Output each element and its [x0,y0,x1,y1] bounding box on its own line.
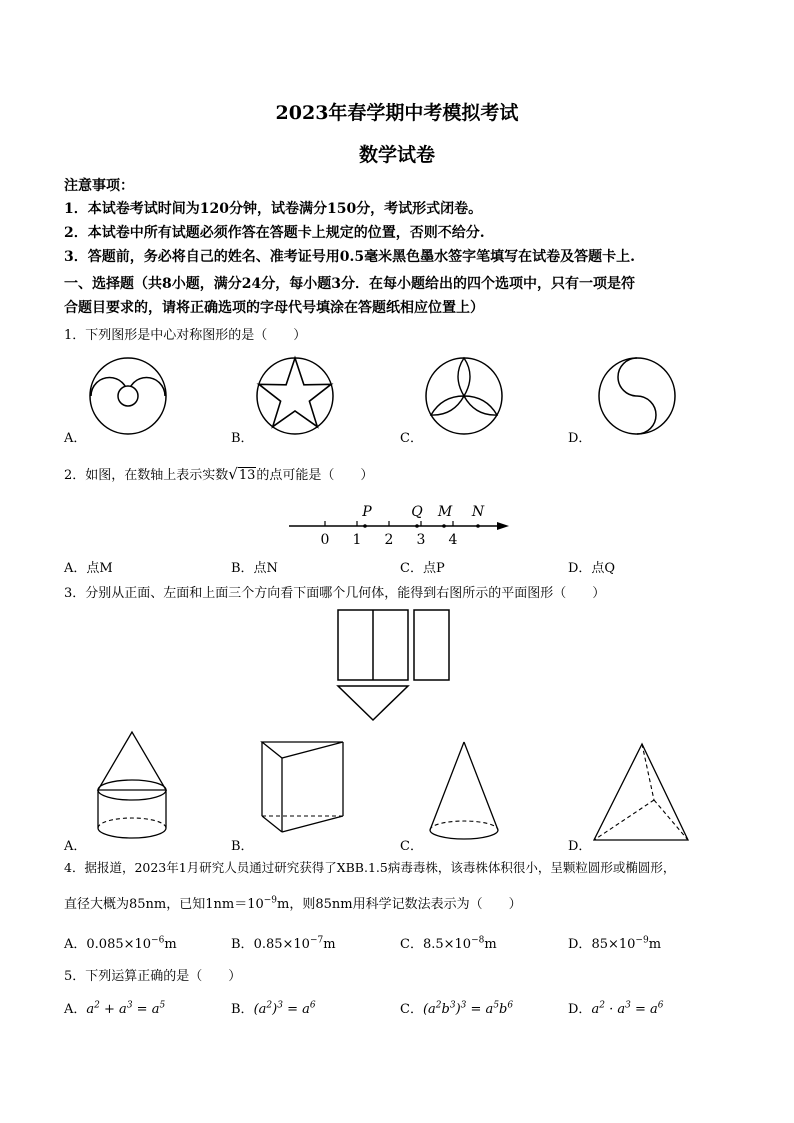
q4-option-c-base: 8.5×10 [422,937,472,952]
q4-option-b-unit: m [323,937,336,952]
q5-label-b: B． [231,1002,254,1017]
q4-line-2-exp: −9 [263,895,278,906]
q5-expr-b: $(a^2)^3 = a^6$ [253,1000,316,1017]
q2-option-a: A．点M [64,561,113,576]
q1-figure-c [424,356,504,436]
q4-option-d-exp: −9 [635,935,649,946]
point-n: N [471,504,485,520]
q1-label-b: B． [231,431,254,446]
q2-stem-pre: 2．如图，在数轴上表示实数 [64,468,229,483]
q5-option-c [400,998,513,1017]
q4-option-d-label: D． [568,937,592,952]
q2-radical: 13 [238,468,256,483]
q4-option-b-exp: −7 [309,935,324,946]
note-2: 2．本试卷中所有试题必须作答在答题卡上规定的位置，否则不给分. [64,225,485,241]
q1-figure-a [88,356,168,436]
q1-figure-b [255,356,335,436]
tick-1: 1 [352,532,362,548]
q5-label-c: C． [400,1002,423,1017]
q5-expr-c: $(a^2b^3)^3 = a^5b^6$ [422,1000,514,1017]
q4-option-a-label: A． [64,937,87,952]
note-1: 1．本试卷考试时间为120分钟，试卷满分150分，考试形式闭卷。 [64,201,483,217]
q4-option-a-exp: −6 [151,935,165,946]
note-3: 3．答题前，务必将自己的姓名、准考证号用0.5毫米黑色墨水签字笔填写在试卷及答题卡上. [64,249,635,265]
notes-heading: 注意事项： [64,178,134,194]
q4-line-2-pre: 直径大概为85nm，已知1nm＝10 [64,897,264,912]
point-p: P [362,504,372,520]
q1-label-c: C． [400,431,423,446]
q4-option-c-label: C． [400,937,423,952]
q3-solid-b [258,738,348,838]
q4-option-c [400,933,497,952]
number-line [285,496,515,548]
q5-option-d [568,998,663,1017]
q3-label-c: C． [400,839,423,854]
q3-solid-d [592,742,692,844]
q5-option-a [64,998,165,1017]
q2-stem [64,464,373,483]
q4-option-a-unit: m [164,937,177,952]
q4-option-b-label: B． [231,937,254,952]
sqrt-symbol: √ [228,465,238,483]
point-q: Q [411,504,423,520]
q4-option-d [568,933,661,952]
q4-line-1: 4．据报道，2023年1月研究人员通过研究获得了XBB.1.5病毒毒株，该毒株体积很小，呈颗粒圆形或椭圆形， [64,860,676,875]
q4-line-2-post: m，则85nm用科学记数法表示为（ ） [277,897,522,912]
q3-label-b: B． [231,839,254,854]
q4-option-a-base: 0.085×10 [86,937,152,952]
point-m: M [437,504,453,520]
three-views [336,608,456,724]
tick-2: 2 [384,532,394,548]
q4-option-c-unit: m [484,937,497,952]
q4-option-d-base: 85×10 [591,937,636,952]
q2-option-b: B．点N [231,561,278,576]
q2-stem-post: 的点可能是（ ） [256,468,374,483]
q4-option-b [231,933,336,952]
q5-label-d: D． [568,1002,592,1017]
q4-option-a [64,933,177,952]
q1-label-d: D． [568,431,592,446]
tick-0: 0 [320,532,330,548]
q2-option-d: D．点Q [568,561,616,576]
q3-label-a: A． [64,839,87,854]
q3-stem: 3．分别从正面、左面和上面三个方向看下面哪个几何体，能得到右图所示的平面图形（ ） [64,586,606,601]
q4-option-d-unit: m [648,937,662,952]
q3-solid-c [424,740,514,842]
section-1-line-1: 一、选择题（共8小题，满分24分，每小题3分．在每小题给出的四个选项中，只有一项是符 [64,276,635,292]
q5-label-a: A． [64,1002,87,1017]
tick-3: 3 [416,532,426,548]
q5-stem: 5．下列运算正确的是（ ） [64,969,242,984]
q3-solid-a [88,730,178,842]
q4-line-2 [64,893,522,912]
q5-expr-d: $a^2 \cdot a^3 = a^6$ [591,1000,664,1017]
page-title: 2023年春学期中考模拟考试 [275,102,519,124]
q4-option-b-base: 0.85×10 [253,937,310,952]
q2-option-c: C．点P [400,561,445,576]
q1-figure-d [597,356,677,436]
section-1-line-2: 合题目要求的，请将正确选项的字母代号填涂在答题纸相应位置上） [64,300,484,316]
page-subtitle: 数学试卷 [358,144,435,166]
q5-expr-a: $a^2 + a^3 = a^5$ [86,1000,166,1017]
tick-4: 4 [448,532,458,548]
q4-option-c-exp: −8 [471,935,485,946]
q1-stem: 1．下列图形是中心对称图形的是（ ） [64,328,307,343]
q3-label-d: D． [568,839,592,854]
q5-option-b [231,998,316,1017]
q1-label-a: A． [64,431,87,446]
